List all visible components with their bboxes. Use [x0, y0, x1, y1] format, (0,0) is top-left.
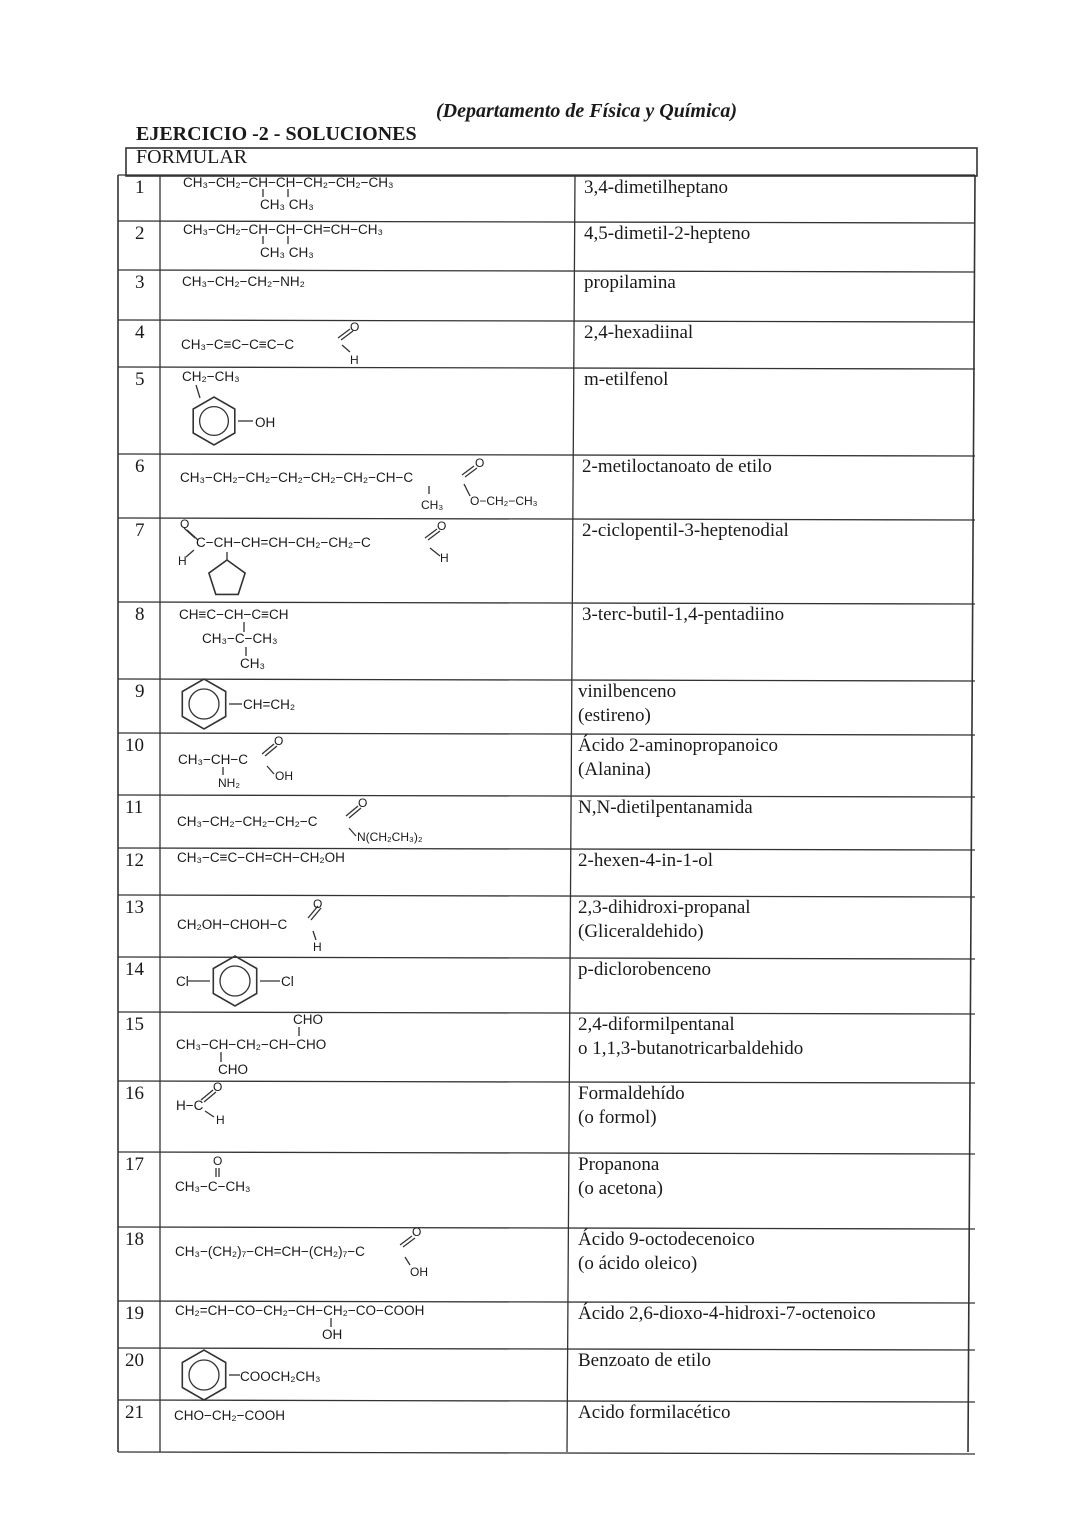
- row-divider: [118, 679, 975, 681]
- row-divider: [118, 1227, 975, 1229]
- benzene-ring: [182, 679, 225, 729]
- formula-text: CH₃: [240, 656, 265, 671]
- formula-text: CH₃: [421, 498, 444, 512]
- compound-name: (o acetona): [578, 1178, 663, 1199]
- compound-name: Ácido 2,6-dioxo-4-hidroxi-7-octenoico: [578, 1303, 876, 1324]
- row-divider: [118, 270, 975, 272]
- row-number: 11: [125, 797, 144, 818]
- compound-name: (o formol): [578, 1107, 657, 1128]
- double-bond: [338, 329, 350, 338]
- row-number: 18: [125, 1229, 144, 1250]
- row-divider: [118, 454, 975, 456]
- bond-line: [313, 931, 316, 940]
- formula-text: Cl: [281, 974, 294, 989]
- compound-name: Acido formilacético: [578, 1402, 731, 1423]
- compound-name: Propanona: [578, 1154, 660, 1175]
- compound-name: 3,4-dimetilheptano: [584, 177, 729, 198]
- formula-text: O: [213, 1080, 223, 1094]
- formula-text: O−CH₂−CH₃: [470, 494, 538, 508]
- formula-text: CH₃−C≡C−CH=CH−CH₂OH: [177, 850, 345, 865]
- department-heading: (Departamento de Física y Química): [436, 100, 738, 122]
- formula-text: O: [180, 517, 190, 531]
- row-number: 16: [125, 1083, 144, 1104]
- row-number: 3: [135, 272, 145, 293]
- formula-text: CH₃−CH₂−CH₂−NH₂: [182, 274, 305, 289]
- formula-text: CH₃−CH₂−CH₂−CH₂−C: [177, 814, 318, 829]
- row-divider: [118, 1012, 975, 1014]
- benzene-ring: [193, 397, 235, 445]
- formula-text: H: [350, 353, 359, 367]
- row-number: 14: [125, 959, 144, 980]
- name-column-divider: [567, 175, 575, 1452]
- bond-line: [342, 345, 350, 352]
- double-bond: [201, 1090, 213, 1100]
- column-label: FORMULAR: [136, 146, 248, 168]
- row-number: 5: [135, 369, 145, 390]
- row-divider: [118, 895, 975, 897]
- double-bond: [462, 466, 474, 475]
- formula-text: N(CH₂CH₃)₂: [357, 830, 423, 844]
- formula-text: OH: [255, 415, 276, 430]
- formula-text: O: [274, 734, 284, 748]
- row-divider: [118, 602, 975, 604]
- row-divider: [118, 320, 975, 322]
- compound-name: 2-metiloctanoato de etilo: [582, 456, 772, 477]
- formula-text: CH₃−C−CH₃: [175, 1179, 251, 1194]
- bond-line: [205, 1111, 214, 1117]
- bond-line: [349, 828, 356, 836]
- formula-text: O: [350, 320, 360, 334]
- compound-name: (estireno): [578, 705, 651, 726]
- formula-text: OH: [410, 1265, 428, 1279]
- benzene-ring: [182, 1350, 225, 1400]
- row-number: 10: [125, 735, 144, 756]
- formula-text: CH₃ CH₃: [260, 245, 314, 260]
- formula-text: O: [437, 519, 447, 533]
- row-divider: [118, 518, 975, 520]
- compound-name: 4,5-dimetil-2-hepteno: [584, 223, 751, 244]
- bond-line: [196, 385, 200, 398]
- row-number: 12: [125, 850, 144, 871]
- compound-name: Benzoato de etilo: [578, 1350, 711, 1371]
- row-number: 9: [135, 681, 145, 702]
- formula-text: H: [216, 1113, 225, 1127]
- double-bond: [403, 1238, 415, 1247]
- row-number: 6: [135, 456, 145, 477]
- bond-line: [267, 766, 274, 774]
- compound-name: 2,4-hexadiinal: [584, 322, 694, 343]
- benzene-ring: [213, 956, 256, 1006]
- formula-text: H: [178, 554, 187, 568]
- cyclopentyl-ring: [209, 560, 245, 594]
- row-number: 13: [125, 897, 144, 918]
- formula-text: CH₃−CH₂−CH−CH−CH₂−CH₂−CH₃: [183, 175, 394, 190]
- formula-text: CH₂−CH₃: [182, 369, 240, 384]
- compound-name: N,N-dietilpentanamida: [578, 797, 753, 818]
- formula-text: CH₃−C−CH₃: [202, 631, 278, 646]
- row-number: 7: [135, 520, 145, 541]
- row-divider: [118, 795, 975, 797]
- row-divider: [118, 1452, 975, 1454]
- exercise-title: EJERCICIO -2 - SOLUCIONES: [136, 123, 417, 145]
- formula-text: O: [213, 1154, 223, 1168]
- compound-name: vinilbenceno: [578, 681, 677, 702]
- formula-text: O: [475, 456, 485, 470]
- compound-name: o 1,1,3-butanotricarbaldehido: [578, 1038, 804, 1059]
- header-cell: [126, 148, 977, 176]
- double-bond: [400, 1236, 412, 1245]
- formula-text: OH: [322, 1327, 343, 1342]
- row-number: 2: [135, 223, 145, 244]
- formula-text: CH₂=CH−CO−CH₂−CH−CH₂−CO−COOH: [175, 1303, 425, 1318]
- formula-text: H−C: [176, 1098, 204, 1113]
- bond-line: [405, 1257, 410, 1265]
- row-divider: [118, 1348, 975, 1350]
- row-number: 20: [125, 1350, 144, 1371]
- compound-name: 2,3-dihidroxi-propanal: [578, 897, 751, 918]
- row-divider: [118, 1400, 975, 1402]
- formula-text: CH₃−CH−CH₂−CH−CHO: [176, 1037, 327, 1052]
- row-divider: [118, 367, 975, 369]
- compound-name: 2,4-diformilpentanal: [578, 1014, 735, 1035]
- formula-text: Cl: [176, 974, 189, 989]
- row-number: 19: [125, 1303, 144, 1324]
- formula-text: OH: [275, 769, 293, 783]
- double-bond: [425, 529, 437, 538]
- compound-name: Formaldehído: [578, 1083, 685, 1104]
- row-divider: [118, 1081, 975, 1083]
- row-number: 4: [135, 322, 145, 343]
- compound-name: 2-hexen-4-in-1-ol: [578, 850, 714, 871]
- formula-text: O: [358, 796, 368, 810]
- formula-text: CHO: [293, 1012, 323, 1027]
- formula-text: CH₃−CH₂−CH₂−CH₂−CH₂−CH₂−CH−C: [180, 470, 414, 485]
- formula-text: O: [313, 897, 323, 911]
- compound-name: Ácido 2-aminopropanoico: [578, 735, 778, 756]
- formula-text: CH₃−C≡C−C≡C−C: [181, 337, 295, 352]
- formula-text: CH₃ CH₃: [260, 197, 314, 212]
- formula-text: CHO−CH₂−COOH: [174, 1408, 286, 1423]
- row-divider: [118, 957, 975, 959]
- compound-name: propilamina: [584, 272, 676, 293]
- formula-text: CHO: [218, 1062, 248, 1077]
- formula-text: H: [313, 940, 322, 954]
- compound-name: 3-terc-butil-1,4-pentadiino: [582, 604, 785, 625]
- formula-text: CH=CH₂: [243, 697, 296, 712]
- formula-text: CH₃−CH₂−CH−CH−CH=CH−CH₃: [183, 222, 384, 237]
- compound-name: 2-ciclopentil-3-heptenodial: [582, 520, 789, 541]
- compound-name: (o ácido oleico): [578, 1253, 698, 1274]
- table-border-right: [968, 175, 975, 1452]
- formula-text: H: [440, 551, 449, 565]
- row-divider: [118, 1152, 975, 1154]
- formula-text: O: [412, 1225, 422, 1239]
- formula-text: NH₂: [218, 776, 240, 790]
- compound-name: (Alanina): [578, 759, 651, 780]
- double-bond: [262, 744, 274, 754]
- bond-line: [430, 548, 440, 556]
- compound-name: p-diclorobenceno: [578, 959, 711, 980]
- row-number: 1: [135, 177, 145, 198]
- row-number: 17: [125, 1154, 144, 1175]
- compound-name: m-etilfenol: [584, 369, 669, 390]
- row-number: 21: [125, 1402, 144, 1423]
- compound-name: (Gliceraldehido): [578, 921, 704, 942]
- formula-text: COOCH₂CH₃: [240, 1369, 321, 1384]
- row-divider: [118, 733, 975, 735]
- formula-text: CH₃−(CH₂)₇−CH=CH−(CH₂)₇−C: [175, 1244, 365, 1259]
- double-bond: [346, 806, 358, 816]
- formula-text: CH₃−CH−C: [178, 752, 249, 767]
- formula-text: CH₂OH−CHOH−C: [177, 917, 288, 932]
- bond-line: [186, 550, 194, 557]
- formula-text: CH≡C−CH−C≡CH: [179, 607, 289, 622]
- row-number: 8: [135, 604, 145, 625]
- compound-name: Ácido 9-octodecenoico: [578, 1229, 755, 1250]
- row-number: 15: [125, 1014, 144, 1035]
- formula-text: C−CH−CH=CH−CH₂−CH₂−C: [196, 535, 371, 550]
